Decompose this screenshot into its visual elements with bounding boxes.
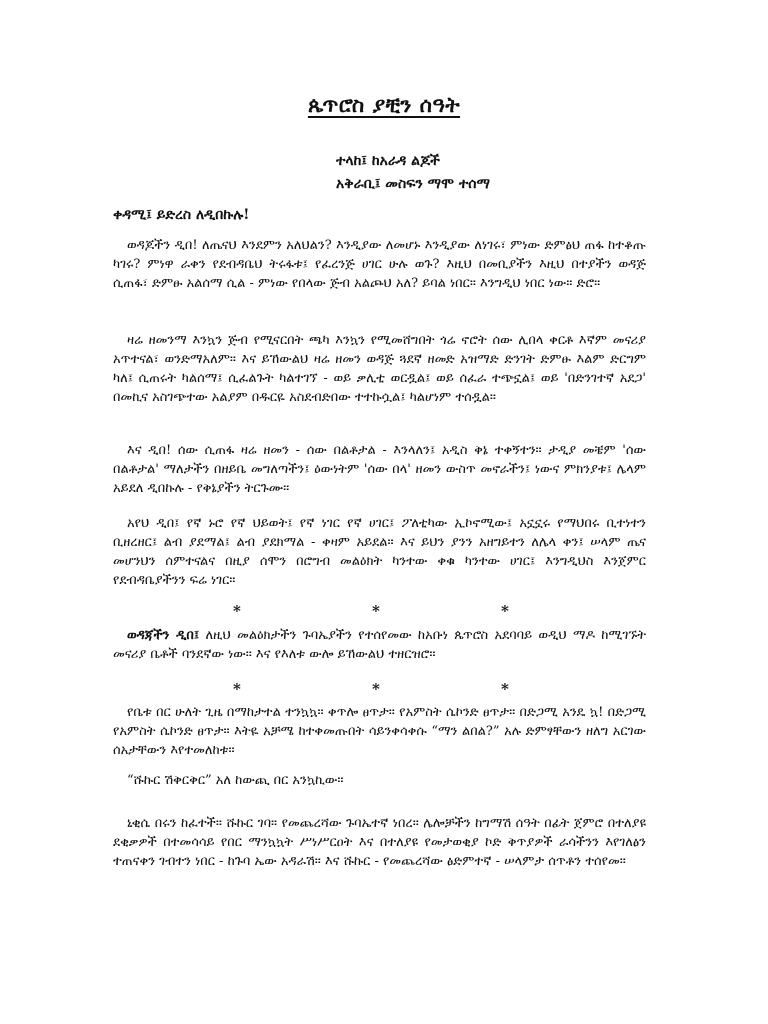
paragraph-lead: ወዳጃችን ዲበ፤ [127,628,200,643]
credit-presenter: አቅራቢ፤ መስፍን ማሞ ተሰማ [336,176,490,192]
credit-sender: ተላከ፤ ከአራዳ ልጆች [336,153,440,169]
paragraph-text: እና ዲበ! ሰው ሲጠፋ ዛሬ ዘመን - ሰው በልቶታል - እንላለን፤ አዲስ ቅኔ ተቀኝተን። ታዲያ መቼም 'ሰው በልቶታል' ማለታችን በዘይቤ መግለጣችን፤ ዕውነትም 'ሰው በላ' ዘመን ውስጥ መኖራችን፤ ነውና ምክንያቱ፤ ሌላም አይደለ ዲበኩሉ - የቅኔያችን ትርጉሙ። [113,443,646,496]
separator-star: * [233,680,241,698]
paragraph-7 [113,771,646,790]
paragraph-text: የቤቱ በር ሁለት ጊዜ በማከታተል ተንኳኳ። ቀጥሎ ፀጥታ። የአምስት ሴኮንድ ፀጥታ። በድጋሚ አንዴ ኳ! በድጋሚ የአምስት ሴኮንድ ፀጥታ። እትዬ አቻሜ ከተቀመጡበት ሳይንቀሳቀሱ “ማን ልበል?” አሉ ድምፃቸውን ዘለግ አርገው ሰአታቸውን እየተመለከቱ። [113,705,646,758]
paragraph-text: አየህ ዲበ፤ የኛ ኑሮ የኛ ህይወት፤ የኛ ነገር የኛ ሀገር፤ ፖለቲካው ኢኮኖሚው፤ አኗኗሩ የማህበሩ ቢተነተን ቢዘረዘር፤ ልብ ያደማል፤ ልብ ያደክማል - ቀዛም አይደል። እና ይህን ያንን አዘግይተን ለሌላ ቀን፤ ሠላም ጤና መሆንህን ሰምተናልና በዚያ ሰሞን በሮግብ መልዕክት ካንተው ቀቁ ካንተው ሀገር፤ እንግዲህስ እንጀምር የደብዳቤያችንን ፍሬ ነገር። [113,516,646,588]
paragraph-3 [113,441,646,498]
paragraph-text: ለዚህ መልዕክታችን ጉባኤያችን የተሰየመው ከአቡነ ጴጥሮስ አደባባይ ወዲህ ማዶ ከሚገኙት መናሪያ ቤቶች ባንደኛው ነው። እና የእለቱ ውሎ ይኸውልህ ተዘርዝሮ። [113,628,646,662]
paragraph-2 [113,331,646,407]
section-separator [0,680,768,698]
paragraph-text: “ሹኩር ሽቅርቅር” አለ ከውጪ በር አንኳኪው። [127,773,344,788]
credits-block [336,150,490,196]
paragraph-text: ወዳጆችን ዲበ! ለጤናህ እንደምን አለህልን? እንዲያው ለመሆኑ እንዲያው ለነገሩ፣ ምነው ድምፅህ ጠፋ ከተቆጡ ካገሩ? ምነዋ ራቀን የደብዳቤህ ትሩፋቱ፤ የፈረንጅ ሀገር ሁሉ ወጉ? እዚህ በመቢያችን እዚህ በተያችን ወዳጅ ሲጠፋ፣ ድምፁ አልሰማ ሲል - ምነው የበላው ጅብ አልጮህ አለ? ይባል ነበር። እንግዲህ ነበር ነው። ድሮ። [113,238,646,291]
paragraph-8 [113,814,646,871]
paragraph-5 [113,626,646,664]
separator-star: * [372,602,380,620]
salutation: ቀዳሚ፤ ይድረስ ለዲበኩሉ! [113,207,250,223]
section-separator [0,602,768,620]
separator-star: * [501,680,509,698]
separator-star: * [501,602,509,620]
paragraph-1 [113,236,646,293]
paragraph-6 [113,703,646,760]
paragraph-4 [113,514,646,590]
separator-star: * [233,602,241,620]
paragraph-text: ኒቂሴ በሩን ከፈተች። ሹኩር ገባ። የመጨረሻው ጉባኤተኛ ነበረ። ሌሎቻችን ከግማሽ ሰዓት በፊት ጀምሮ በተለያዩ ደቂቃዎች በተመሳሳይ የበር ማንኳኳት ሥነሥርዐት እና በተለያዩ የመታወቂያ ኮድ ቅጥያዎች ራሳችንን እየገለፅን ተጠናቀን ገብተን ነበር - ከጉባ ኤው አዳራሽ። እና ሹኩር - የመጨረሻው ፅድምተኛ - ሠላምታ ሰጥቶን ተሰየመ። [113,816,646,869]
separator-star: * [372,680,380,698]
document-title: ጴጥሮስ ያቺን ሰዓት [307,92,461,117]
paragraph-text: ዛሬ ዘመንማ እንኳን ጅብ የሚናርበት ጫካ እንኳን የሚመሸግበት ጎሬ ኖሮት ሰው ሊበላ ቀርቶ እኛም መናሪያ አጥተናል፣ ወንድማአለም። እና ይኸውልህ ዛሬ ዘመን ወዳጅ ጓደኛ ዘመድ አዝማድ ድንገት ድምፁ እልም ድርግም ካለ፤ ሲጠሩት ካልሰማ፤ ሲፈልጉት ካልተገኘ - ወይ ቃሊቲ ወርዷል፤ ወይ ሰፈራ ተጭኗል፤ ወይ 'በድንገተኛ አደጋ' በመኪና አስገጭተው አልያም በዱርዬ አስደብድበው ተተኩሷል፤ ካልሆነም ተሰዷል። [113,333,646,405]
